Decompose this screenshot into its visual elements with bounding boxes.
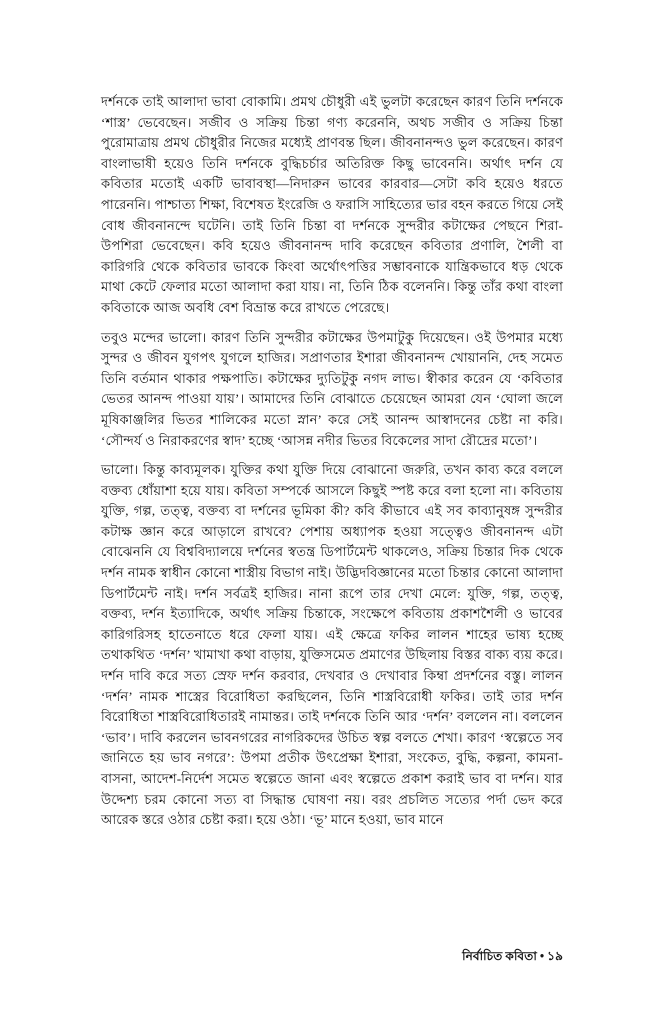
footer-page-number: ১৯ xyxy=(547,949,563,963)
footer-separator: • xyxy=(539,949,545,963)
paragraph-1: দর্শনকে তাই আলাদা ভাবা বোকামি। প্রমথ চৌধুরী এই ভুলটা করেছেন কারণ তিনি দর্শনকে ‘শাস্ত্র’ ভেবেছেন। সজীব ও সক্রিয় চিন্তা গণ্য করেননি, অথচ সজীব ও সক্রিয় চিন্তা পুরোমাত্রায় প্রমথ চৌধুরীর নিজের মধ্যেই প্রাণবন্ত ছিল। জীবনানন্দও ভুল করেছেন। কারণ বাংলাভাষী হয়েও তিনি দর্শনকে বুদ্ধিচর্চার অতিরিক্ত কিছু ভাবেননি। অর্থাৎ দর্শন যে কবিতার মতোই একটি ভাবাবস্থা—নিদারুন ভাবের কারবার—সেটা কবি হয়েও ধরতে পারেননি। পাশ্চাত্য শিক্ষা, বিশেষত ইংরেজি ও ফরাসি সাহিত্যের ভার বহন করতে গিয়ে সেই বোধ জীবনানন্দে ঘটেনি। তাই তিনি চিন্তা বা দর্শনকে সুন্দরীর কটাক্ষের পেছনে শিরা-উপশিরা ভেবেছেন। কবি হয়েও জীবনানন্দ দাবি করেছেন কবিতার প্রণালি, শৈলী বা কারিগরি থেকে কবিতার ভাবকে কিংবা অর্থোৎপত্তির সম্ভাবনাকে যান্ত্রিকভাবে ধড় থেকে মাথা কেটে ফেলার মতো আলাদা করা যায়। না, তিনি ঠিক বলেননি। কিন্তু তাঁর কথা বাংলা কবিতাকে আজ অবধি বেশ বিভ্রান্ত করে রাখতে পেরেছে। xyxy=(101,94,563,315)
body-text-block xyxy=(101,92,563,831)
footer-book-title: নির্বাচিত কবিতা xyxy=(462,949,537,963)
paragraph-2: তবুও মন্দের ভালো। কারণ তিনি সুন্দরীর কটাক্ষের উপমাটুকু দিয়েছেন। ওই উপমার মধ্যে সুন্দর ও জীবন যুগপৎ যুগলে হাজির। সপ্রাণতার ইশারা জীবনানন্দ খোয়াননি, দেহ সমেত তিনি বর্তমান থাকার পক্ষপাতি। কটাক্ষের দ্যুতিটুকু নগদ লাভ। স্বীকার করেন যে ‘কবিতার ভেতর আনন্দ পাওয়া যায়’। আমাদের তিনি বোঝাতে চেয়েছেন আমরা যেন ‘ঘোলা জলে মূষিকাঞ্জলির ভিতর শালিকের মতো স্নান’ করে সেই আনন্দ আস্বাদনের চেষ্টা না করি। ‘সৌন্দর্য ও নিরাকরণের স্বাদ’ হচ্ছে ‘আসন্ন নদীর ভিতর বিকেলের সাদা রৌদ্রের মতো’। xyxy=(101,329,563,448)
paragraph-3: ভালো। কিন্তু কাব্যমূলক। যুক্তির কথা যুক্তি দিয়ে বোঝানো জরুরি, তখন কাব্য করে বললে বক্তব্য ধোঁয়াশা হয়ে যায়। কবিতা সম্পর্কে আসলে কিছুই স্পষ্ট করে বলা হলো না। কবিতায় যুক্তি, গল্প, তত্ত্ব, বক্তব্য বা দর্শনের ভূমিকা কী? কবি কীভাবে এই সব কাব্যানুষঙ্গ সুন্দরীর কটাক্ষ জ্ঞান করে আড়ালে রাখবে? পেশায় অধ্যাপক হওয়া সত্ত্বেও জীবনানন্দ এটা বোঝেননি যে বিশ্ববিদ্যালয়ে দর্শনের স্বতন্ত্র ডিপার্টমেন্ট থাকলেও, সক্রিয় চিন্তার দিক থেকে দর্শন নামক স্বাধীন কোনো শাস্ত্রীয় বিভাগ নাই। উদ্ভিদবিজ্ঞানের মতো চিন্তার কোনো আলাদা ডিপার্টমেন্ট নাই। দর্শন সর্বত্রই হাজির। নানা রূপে তার দেখা মেলে: যুক্তি, গল্প, তত্ত্ব, বক্তব্য, দর্শন ইত্যাদিকে, অর্থাৎ সক্রিয় চিন্তাকে, সংক্ষেপে কবিতায় প্রকাশশৈলী ও ভাবের কারিগরিসহ হাতেনাতে ধরে ফেলা যায়। এই ক্ষেত্রে ফকির লালন শাহের ভাষ্য হচ্ছে তথাকথিত ‘দর্শন’ খামাখা কথা বাড়ায়, যুক্তিসমেত প্রমাণের উছিলায় বিস্তর বাক্য ব্যয় করে। দর্শন দাবি করে সত্য স্রেফ দর্শন করবার, দেখবার ও দেখাবার কিম্বা প্রদর্শনের বস্তু। লালন ‘দর্শন’ নামক শাস্ত্রের বিরোধিতা করছিলেন, তিনি শাস্ত্রবিরোধী ফকির। তাই তার দর্শন বিরোধিতা শাস্ত্রবিরোধিতারই নামান্তর। তাই দর্শনকে তিনি আর ‘দর্শন’ বললেন না। বললেন ‘ভাব’। দাবি করলেন ভাবনগরের নাগরিকদের উচিত স্বল্প বলতে শেখা। কারণ ‘স্বল্পেতে সব জানিতে হয় ভাব নগরে’: উপমা প্রতীক উৎপ্রেক্ষা ইশারা, সংকেত, বুদ্ধি, কল্পনা, কামনা-বাসনা, আদেশ-নির্দেশ সমেত স্বল্পেতে জানা এবং স্বল্পেতে প্রকাশ করাই ভাব বা দর্শন। যার উদ্দেশ্য চরম কোনো সত্য বা সিদ্ধান্ত ঘোষণা নয়। বরং প্রচলিত সত্যের পর্দা ভেদ করে আরেক স্তরে ওঠার চেষ্টা করা। হয়ে ওঠা। ‘ভূ’ মানে হওয়া, ভাব মানে xyxy=(101,462,563,828)
page-footer xyxy=(101,948,563,964)
